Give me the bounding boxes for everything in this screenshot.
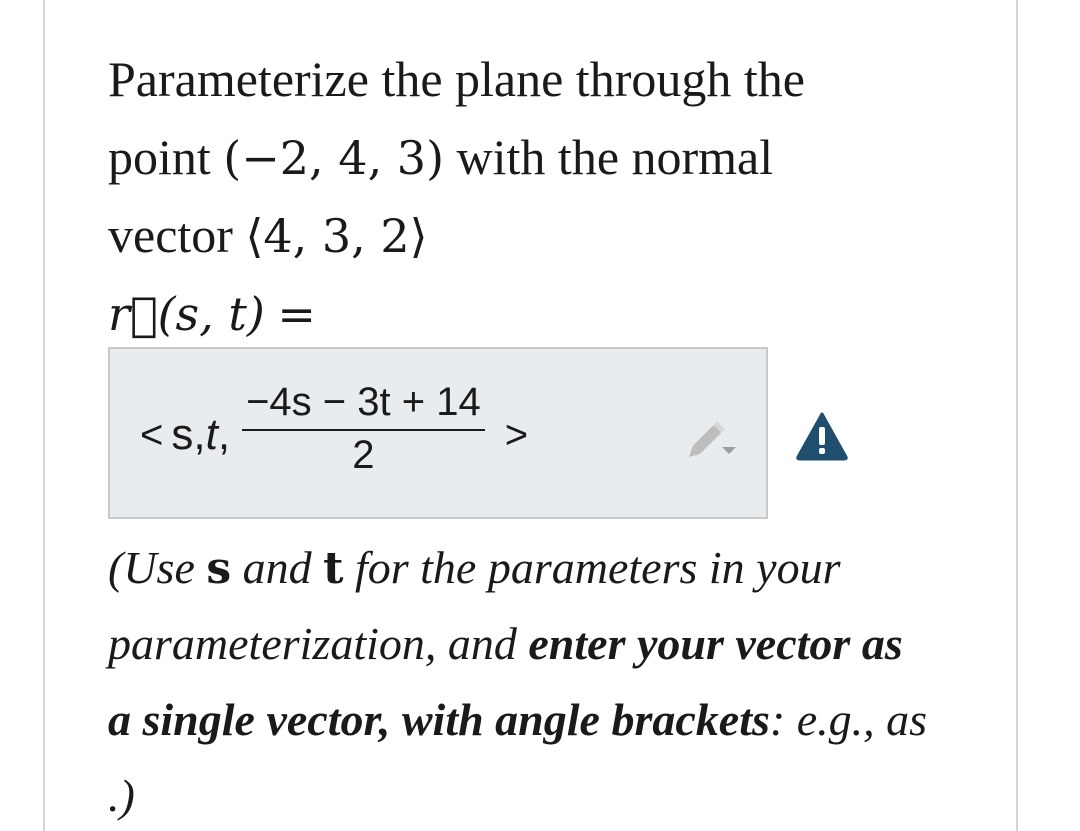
hint-var-s: s bbox=[206, 543, 232, 594]
r-vector-args: (s, t) bbox=[157, 287, 265, 341]
fraction-numerator: −4s − 3t + 14 bbox=[242, 380, 485, 431]
vector-label: vector bbox=[108, 207, 233, 263]
hint-text bbox=[108, 530, 988, 831]
question-line-3 bbox=[108, 196, 988, 274]
question-line-4 bbox=[108, 274, 988, 352]
answer-comma-1: , bbox=[193, 410, 206, 459]
question-text bbox=[108, 40, 988, 352]
hint-line-4 bbox=[108, 758, 988, 831]
angle-bracket-open: < bbox=[140, 412, 164, 457]
hint-line-1 bbox=[108, 530, 988, 606]
question-normal-text: with the normal bbox=[456, 129, 774, 185]
warning-icon[interactable] bbox=[795, 411, 849, 461]
point-value: (−2, 4, 3) bbox=[223, 131, 445, 185]
answer-expression bbox=[140, 349, 528, 521]
hint-parameterization: parameterization, and bbox=[108, 618, 517, 669]
hint-line-2 bbox=[108, 606, 988, 682]
fraction-denominator: 2 bbox=[352, 433, 375, 477]
hint-params-text: for the parameters in your bbox=[354, 542, 841, 593]
hint-line-3 bbox=[108, 682, 988, 758]
hint-eg: : e.g., as bbox=[769, 694, 928, 745]
answer-fraction bbox=[242, 380, 485, 478]
answer-s-t bbox=[171, 410, 230, 460]
answer-t: t bbox=[205, 410, 218, 459]
pencil-dropdown-icon[interactable] bbox=[688, 415, 738, 459]
answer-s: s bbox=[171, 410, 194, 459]
hint-close-paren: .) bbox=[108, 770, 135, 821]
angle-bracket-close: > bbox=[504, 412, 529, 457]
hint-single-vector: a single vector, with angle brackets bbox=[108, 694, 770, 745]
right-border bbox=[1016, 0, 1018, 831]
question-line-2 bbox=[108, 118, 988, 196]
answer-comma-2: , bbox=[217, 410, 231, 459]
answer-input[interactable] bbox=[108, 347, 768, 519]
hint-and: and bbox=[242, 542, 312, 593]
r-vector-symbol: r⃗ bbox=[108, 287, 158, 341]
hint-var-t: t bbox=[323, 543, 344, 594]
hint-enter-vector: enter your vector as bbox=[528, 618, 903, 669]
left-border bbox=[43, 0, 45, 831]
normal-vector-value: ⟨4, 3, 2⟩ bbox=[245, 209, 428, 263]
equals-sign: = bbox=[277, 287, 316, 341]
point-label: point bbox=[108, 129, 211, 185]
question-intro: Parameterize the plane through the bbox=[108, 51, 805, 107]
question-line-1 bbox=[108, 40, 988, 118]
hint-use: (Use bbox=[108, 542, 195, 593]
